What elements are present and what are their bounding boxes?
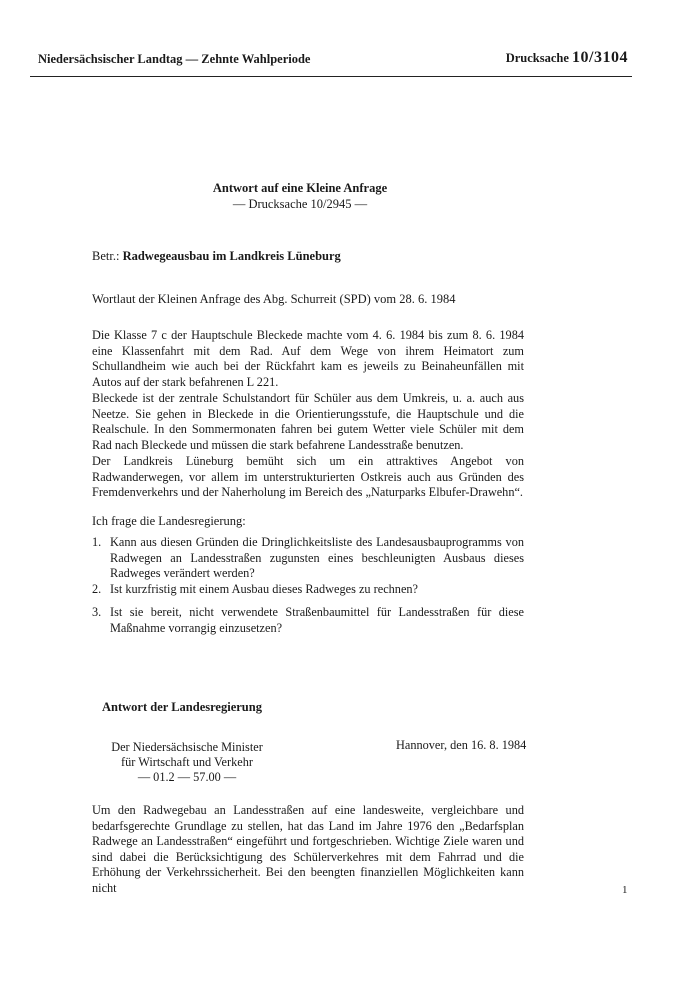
question-number: 1. bbox=[92, 535, 102, 549]
subject-label: Betr.: bbox=[92, 249, 120, 263]
subject-text: Radwegeausbau im Landkreis Lüneburg bbox=[122, 249, 341, 263]
place-date: Hannover, den 16. 8. 1984 bbox=[396, 738, 527, 752]
minister-reference: — 01.2 — 57.00 — bbox=[137, 770, 237, 784]
document-subtitle: — Drucksache 10/2945 — bbox=[232, 197, 368, 211]
question-3 bbox=[92, 605, 524, 636]
minister-line-1: Der Niedersächsische Minister bbox=[111, 740, 263, 754]
paragraph-1: Die Klasse 7 c der Hauptschule Bleckede machte vom 4. 6. 1984 bis zum 8. 6. 1984 eine Klassenfahrt mit dem Rad. Auf dem Wege von ihrem Heimatort zum Schullandheim wie auch bei der Rückfahrt kam es jeweils zu Beinaheunfällen mit Autos auf der stark befahrenen L 221. bbox=[92, 328, 524, 389]
question-text: Ist sie bereit, nicht verwendete Straßenbaumittel für Landesstraßen für diese Maßnahme vorrangig einzusetzen? bbox=[110, 605, 524, 635]
drucksache-label: Drucksache bbox=[505, 51, 569, 65]
answer-paragraph: Um den Radwegebau an Landesstraßen auf eine landesweite, vergleichbare und bedarfsgerechte Grundlage zu stellen, hat das Land im Jahre 1976 den „Bedarfsplan Radwege an Landesstraßen“ eingeführt und fortgeschrieben. Wichtige Ziele waren und sind dabei die Berücksichtigung des Schülerverkehres mit dem Fahrrad und die Erhöhung der Verkehrssicherheit. Bei den beengten finanziellen Möglichkeiten kann nicht bbox=[92, 803, 524, 895]
header-rule bbox=[30, 76, 632, 77]
question-2 bbox=[92, 582, 524, 598]
drucksache-number: 10/3104 bbox=[572, 49, 628, 66]
question-number: 2. bbox=[92, 582, 102, 596]
question-number: 3. bbox=[92, 605, 102, 619]
page-number: 1 bbox=[622, 884, 628, 896]
answer-heading: Antwort der Landesregierung bbox=[102, 700, 262, 714]
question-text: Ist kurzfristig mit einem Ausbau dieses Radweges zu rechnen? bbox=[110, 582, 419, 596]
question-text: Kann aus diesen Gründen die Dringlichkeitsliste des Landesausbauprogramms von Radwegen an Landesstraßen zugunsten eines beschleunigten Ausbaus dieses Radweges verändert werden? bbox=[110, 535, 524, 581]
minister-line-2: für Wirtschaft und Verkehr bbox=[121, 755, 253, 769]
header-parliament: Niedersächsischer Landtag — Zehnte Wahlperiode bbox=[38, 52, 311, 66]
paragraph-3: Der Landkreis Lüneburg bemüht sich um ein attraktives Angebot von Radwanderwegen, vor allem im unterstrukturierten Ostkreis auch aus Gründen des Fremdenverkehrs und der Naherholung im Bereich des „Naturparks Elbufer-Drawehn“. bbox=[92, 454, 524, 500]
subject-line bbox=[92, 249, 341, 264]
inquiry-intro: Wortlaut der Kleinen Anfrage des Abg. Schurreit (SPD) vom 28. 6. 1984 bbox=[92, 292, 456, 306]
document-title: Antwort auf eine Kleine Anfrage bbox=[212, 181, 388, 195]
header-drucksache bbox=[506, 49, 628, 67]
paragraph-2: Bleckede ist der zentrale Schulstandort für Schüler aus dem Umkreis, u. a. auch aus Neetze. Sie gehen in Bleckede in die Orientierungsstufe, die Hauptschule und die Realschule. In den Sommermonaten fahren bei gutem Wetter viele Schüler mit dem Rad nach Bleckede und müssen die stark befahrene Landesstraße benutzen. bbox=[92, 391, 524, 452]
question-1 bbox=[92, 535, 524, 582]
minister-block bbox=[92, 740, 282, 785]
question-intro: Ich frage die Landesregierung: bbox=[92, 514, 246, 528]
